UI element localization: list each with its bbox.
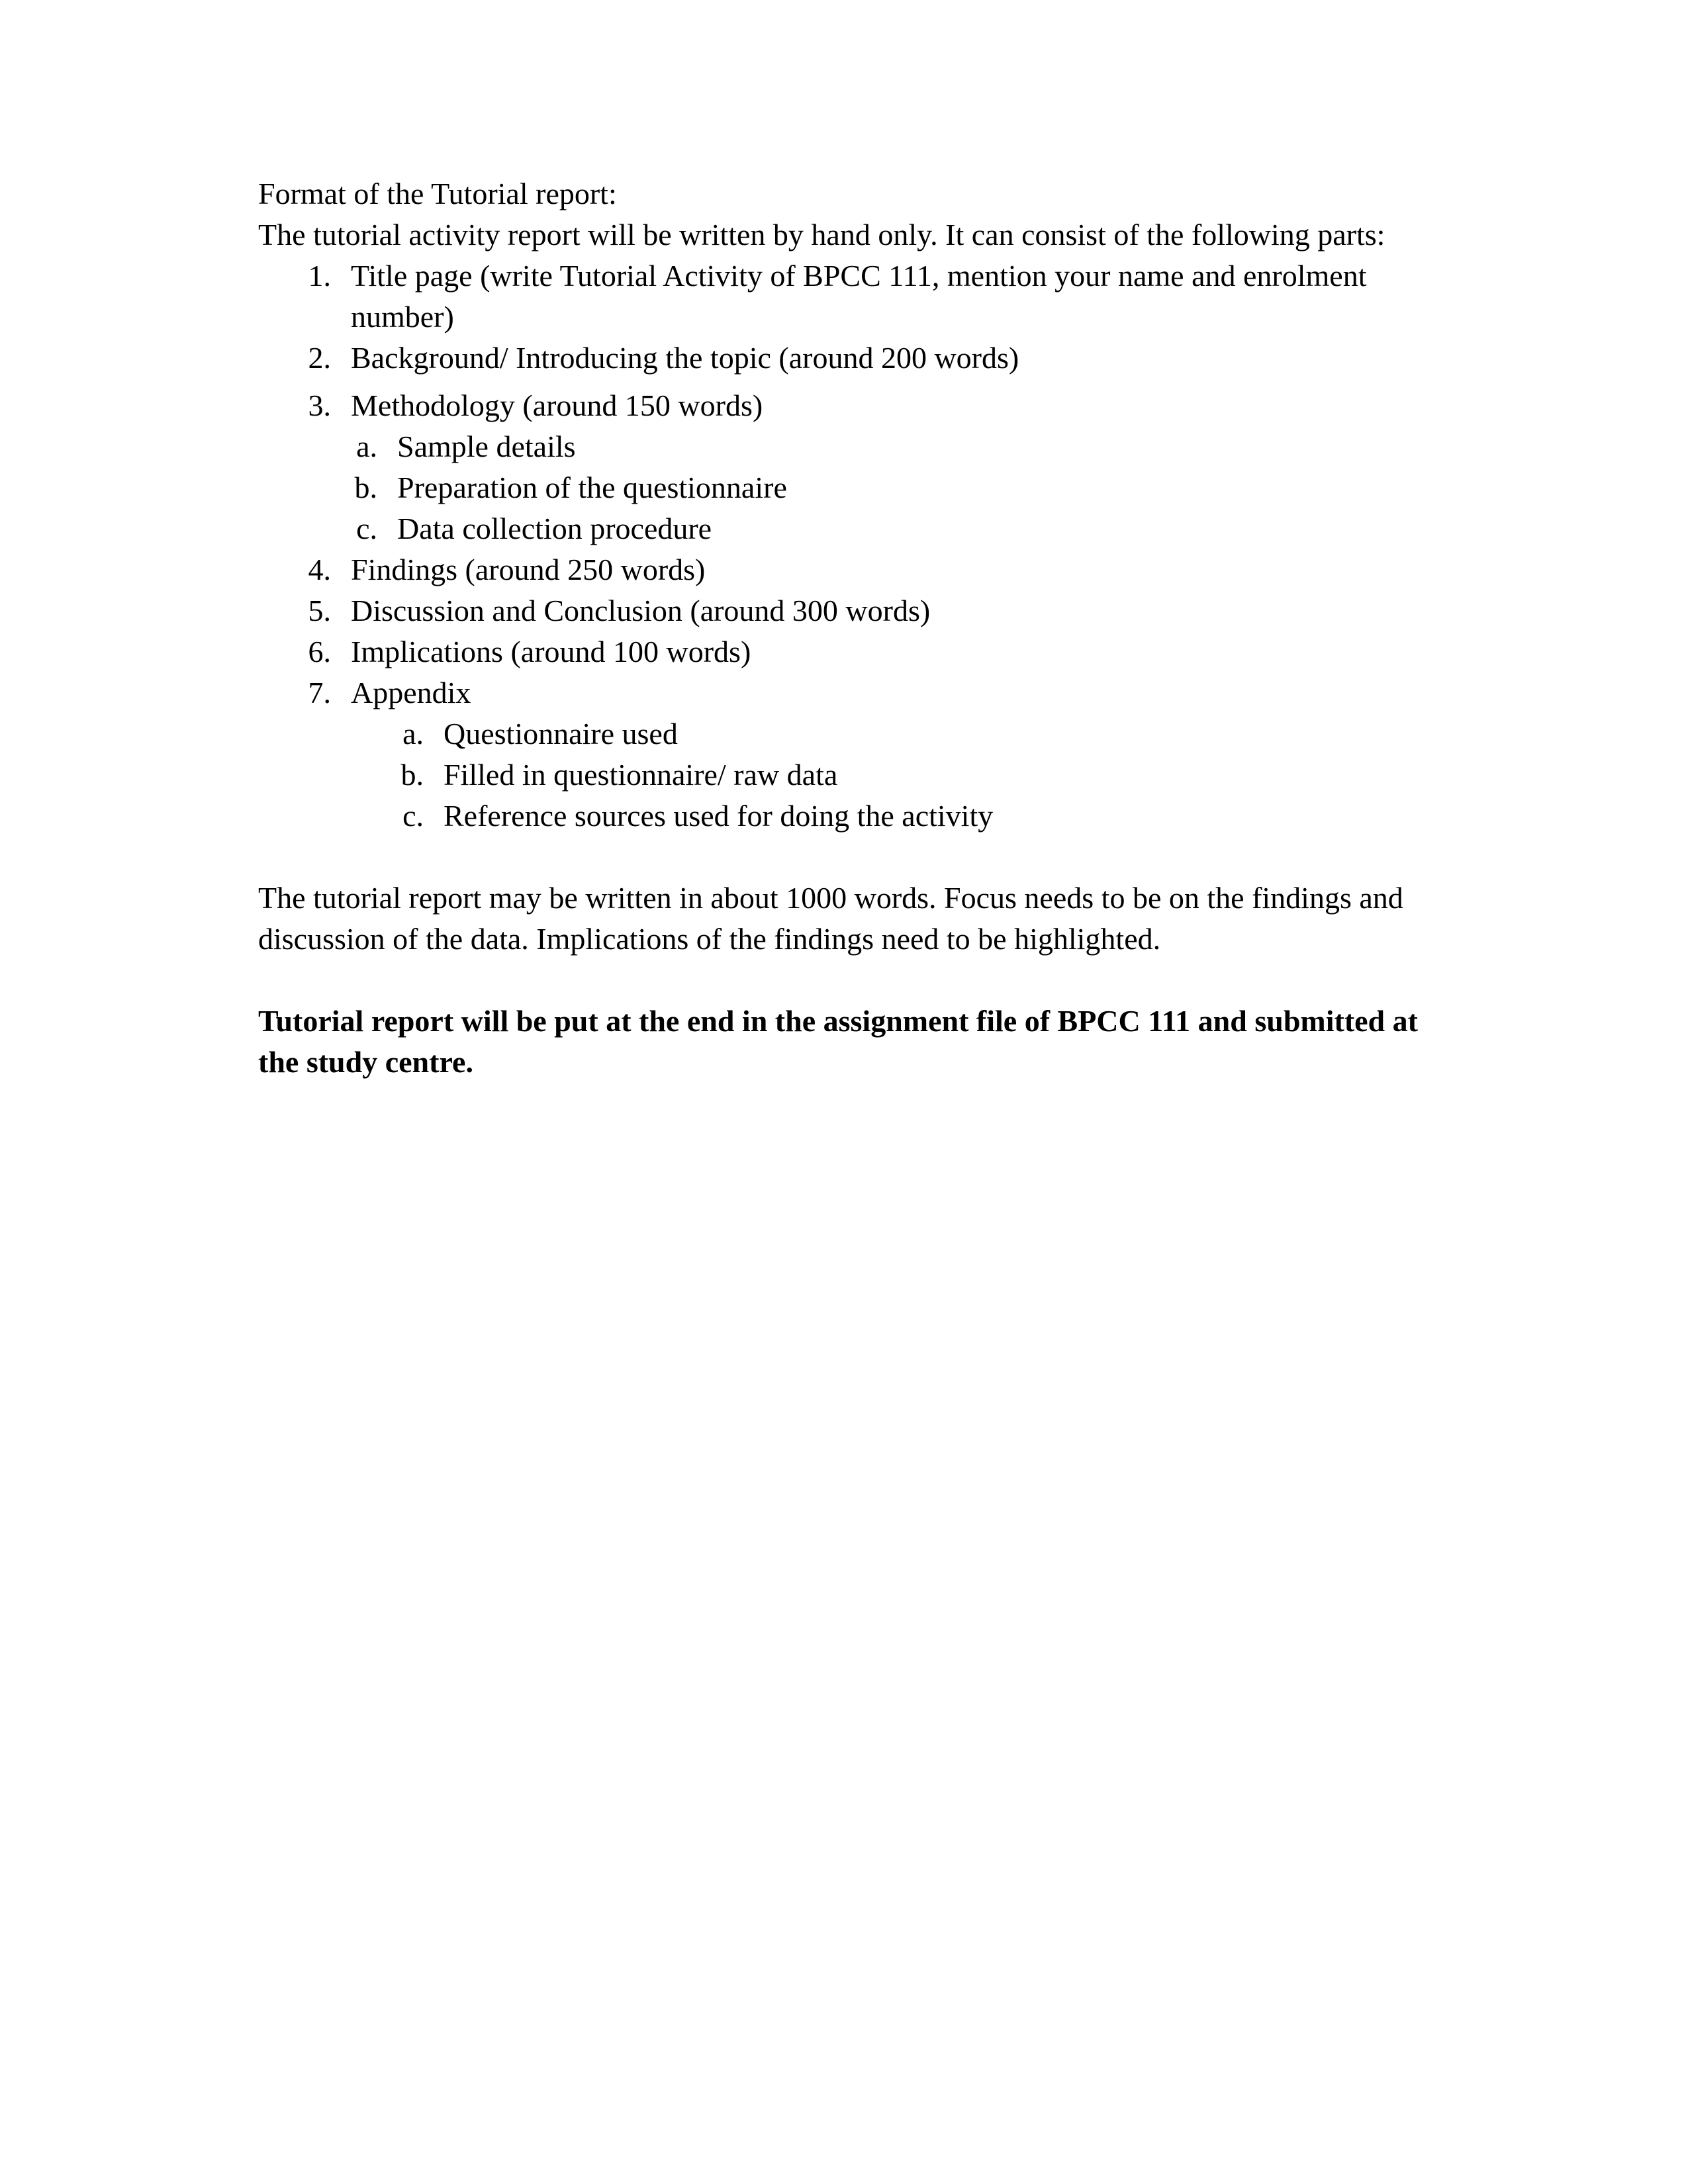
submission-note: Tutorial report will be put at the end in the assignment file of BPCC 111 and submitted at the study centre. <box>258 1004 1418 1079</box>
sub-list-text: Questionnaire used <box>444 717 678 751</box>
sub-list-item <box>258 426 1443 467</box>
parts-list <box>258 255 1443 837</box>
list-number: 2. <box>308 341 331 375</box>
sub-list-text: Reference sources used for doing the activity <box>444 799 994 833</box>
sub-list-item <box>258 754 1443 796</box>
sub-list-item <box>258 796 1443 837</box>
list-text: Discussion and Conclusion (around 300 words) <box>351 594 931 627</box>
sub-list-text: Sample details <box>397 430 576 463</box>
list-number: 6. <box>308 635 331 668</box>
list-text: Implications (around 100 words) <box>351 635 751 668</box>
document-heading: Format of the Tutorial report: <box>258 177 617 210</box>
list-text: Appendix <box>351 676 471 709</box>
sub-list-letter: a. <box>356 430 377 463</box>
sub-list-text: Filled in questionnaire/ raw data <box>444 758 838 792</box>
sub-list-letter: c. <box>402 799 424 833</box>
intro-line: The tutorial activity report will be written by hand only. It can consist of the following parts: <box>258 218 1385 251</box>
sub-list-item <box>258 467 1443 508</box>
list-item <box>258 590 1443 631</box>
list-number: 4. <box>308 553 331 586</box>
list-item <box>258 631 1443 672</box>
list-number: 5. <box>308 594 331 627</box>
list-text: Findings (around 250 words) <box>351 553 706 586</box>
list-item <box>258 255 1443 338</box>
sub-list-letter: a. <box>402 717 424 751</box>
sub-list-text: Data collection procedure <box>397 512 712 545</box>
sub-list-item <box>258 713 1443 754</box>
list-item <box>258 672 1443 713</box>
list-text: Title page (write Tutorial Activity of BPCC 111, mention your name and enrolment number) <box>351 259 1367 334</box>
list-number: 1. <box>308 259 331 293</box>
sub-list-letter: c. <box>356 512 377 545</box>
document-content <box>258 173 1443 1083</box>
list-item <box>258 338 1443 379</box>
list-number: 7. <box>308 676 331 709</box>
sub-list-letter: b. <box>354 471 377 504</box>
sub-list-text: Preparation of the questionnaire <box>397 471 787 504</box>
sub-list-letter: b. <box>400 758 424 792</box>
list-text: Background/ Introducing the topic (around 200 words) <box>351 341 1019 375</box>
summary-paragraph: The tutorial report may be written in about 1000 words. Focus needs to be on the findings and discussion of the data. Implications of the findings need to be highlighted. <box>258 881 1403 956</box>
list-item <box>258 385 1443 426</box>
list-number: 3. <box>308 388 331 422</box>
sub-list-item <box>258 508 1443 549</box>
list-item <box>258 549 1443 590</box>
list-text: Methodology (around 150 words) <box>351 388 763 422</box>
